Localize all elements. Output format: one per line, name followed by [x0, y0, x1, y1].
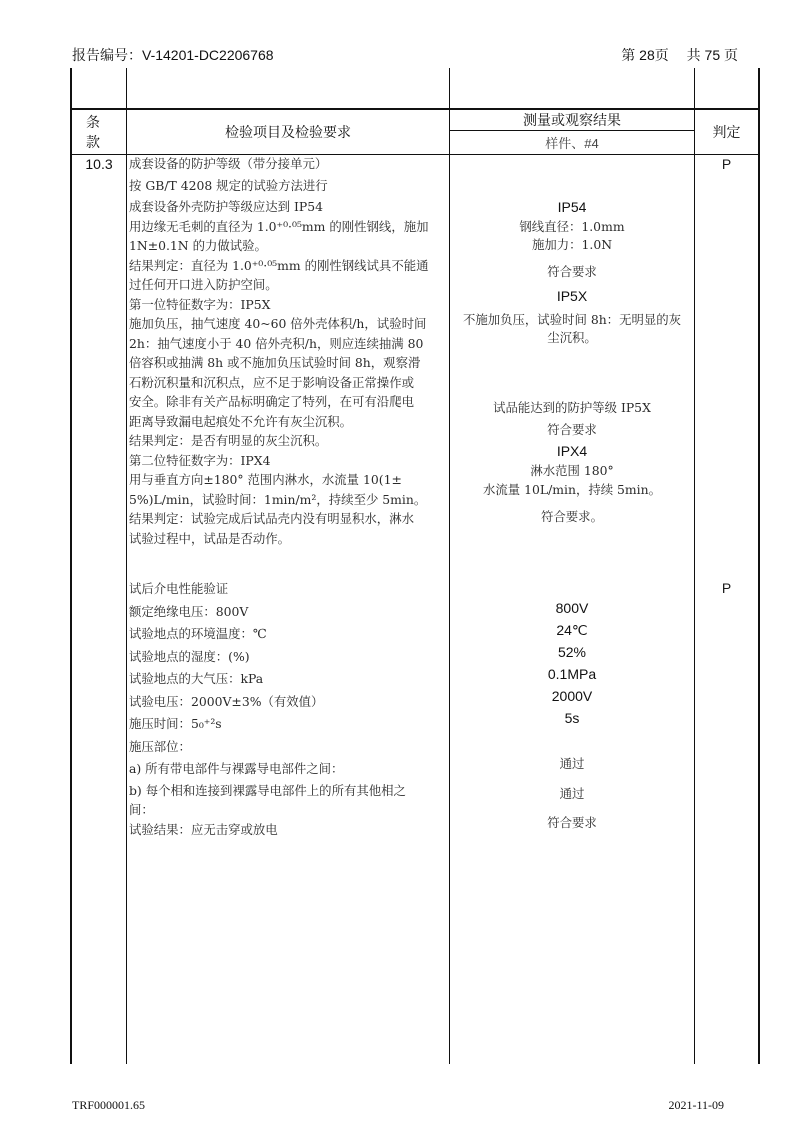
- result-flow: 水流量 10L/min，持续 5min。: [482, 482, 662, 497]
- requirement-line: 过任何开口进入防护空间。: [129, 277, 278, 292]
- page-indicator: [607, 45, 738, 65]
- result-pass-text: 符合要求。: [541, 509, 603, 524]
- result-test-voltage: 2000V: [551, 688, 593, 704]
- requirement-line: 第二位特征数字为：IPX4: [129, 452, 271, 468]
- requirement-line: 倍容积或抽满 8h 或不施加负压试验时间 8h，观察滑: [129, 355, 421, 370]
- requirement-line: 结果判定：是否有明显的灰尘沉积。: [129, 433, 328, 448]
- page-total: 共 75 页: [686, 47, 738, 63]
- result-dust-line: 不施加负压，试验时间 8h：无明显的灰: [462, 312, 682, 327]
- requirement-line: b) 每个相和连接到裸露导电部件上的所有其他相之: [129, 782, 406, 798]
- result-pressure: 0.1MPa: [547, 666, 597, 682]
- requirement-line: 试后介电性能验证: [129, 581, 229, 596]
- result-spray-range: 淋水范围 180°: [530, 463, 614, 478]
- result-pass-a: 通过: [559, 756, 585, 771]
- result-pass-text: 符合要求: [547, 815, 597, 830]
- result-ipx4: IPX4: [556, 443, 588, 459]
- requirement-line: 5%)L/min，试验时间：1min/m²，持续至少 5min。: [129, 491, 427, 507]
- column-header-item: 检验项目及检验要求: [225, 124, 351, 140]
- result-pass-b: 通过: [559, 786, 585, 801]
- result-temperature: 24℃: [556, 622, 588, 638]
- column-header-sample: 样件、#4: [545, 136, 599, 151]
- result-ip54: IP54: [557, 199, 587, 215]
- result-humidity: 52%: [557, 644, 587, 660]
- requirement-line: 试验地点的大气压：kPa: [129, 671, 264, 686]
- result-dust-line: 尘沉积。: [547, 330, 597, 345]
- report-number: 报告编号：V-14201-DC2206768: [72, 47, 274, 63]
- result-ip5x: IP5X: [556, 288, 588, 304]
- requirement-line: 结果判定：直径为 1.0⁺⁰·⁰⁵mm 的刚性钢线试具不能通: [129, 257, 429, 273]
- requirement-line: 安全。除非有关产品标明确定了特列，在可有沿爬电: [129, 394, 414, 409]
- column-header-result: 测量或观察结果: [523, 112, 621, 128]
- requirement-line: 距离导致漏电起痕处不允许有灰尘沉积。: [129, 413, 353, 429]
- table-border-right: [758, 68, 760, 1064]
- requirement-line: a) 所有带电部件与裸露导电部件之间：: [129, 761, 344, 776]
- result-pass-text: 符合要求: [547, 422, 597, 437]
- requirement-line: 施压时间：5₀⁺²s: [129, 716, 222, 731]
- requirement-line: 用与垂直方向±180° 范围内淋水，水流量 10(1±: [129, 472, 402, 487]
- result-wire-diameter: 钢线直径：1.0mm: [519, 219, 625, 234]
- result-ip5x-achieved: 试品能达到的防护等级 IP5X: [493, 400, 651, 415]
- requirement-line: 第一位特征数字为：IP5X: [129, 296, 271, 312]
- requirement-line: 额定绝缘电压：800V: [129, 603, 249, 619]
- result-duration: 5s: [564, 710, 580, 726]
- clause-number: 10.3: [85, 156, 113, 172]
- requirement-line: 成套设备的防护等级（带分接单元）: [129, 156, 328, 171]
- column-divider: [694, 68, 695, 1064]
- requirement-line: 试验地点的环境温度：℃: [129, 626, 267, 641]
- requirements-block-protection: [129, 154, 447, 548]
- requirement-line: 试验过程中，试品是否动作。: [129, 530, 291, 546]
- requirement-line: 施加负压，抽气速度 40~60 倍外壳体积/h，试验时间: [129, 316, 427, 331]
- requirement-line: 1N±0.1N 的力做试验。: [129, 238, 267, 253]
- requirement-line: 试验地点的湿度：(%): [129, 648, 250, 664]
- verdict-dielectric: P: [721, 580, 732, 596]
- column-divider: [126, 68, 127, 1064]
- column-header-clause: 条款: [86, 114, 114, 150]
- requirements-block-dielectric: [129, 578, 447, 841]
- column-header-verdict: 判定: [712, 124, 741, 140]
- requirement-line: 试验电压：2000V±3%（有效值）: [129, 693, 324, 709]
- requirement-line: 成套设备外壳防护等级应达到 IP54: [129, 199, 324, 214]
- requirement-line: 施压部位：: [129, 738, 191, 754]
- table-border-left: [70, 68, 72, 1064]
- result-rated-voltage: 800V: [555, 600, 589, 616]
- requirement-line: 试验结果：应无击穿或放电: [129, 821, 278, 837]
- page-current: 第 28页: [621, 47, 669, 63]
- requirement-line: 石粉沉积量和沉积点，应不足于影响设备正常操作或: [129, 374, 414, 390]
- footer-date: 2021-11-09: [668, 1098, 724, 1112]
- requirement-line: 用边缘无毛刺的直径为 1.0⁺⁰·⁰⁵mm 的刚性钢线，施加: [129, 218, 429, 234]
- result-pass-text: 符合要求: [547, 264, 597, 279]
- requirement-line: 结果判定：试验完成后试品壳内没有明显积水，淋水: [129, 511, 414, 526]
- requirement-line: 按 GB/T 4208 规定的试验方法进行: [129, 177, 328, 193]
- result-force: 施加力：1.0N: [531, 237, 613, 252]
- verdict-protection: P: [721, 156, 732, 172]
- requirement-line: 间：: [129, 801, 154, 817]
- requirement-line: 2h：抽气速度小于 40 倍外壳积/h，则应连续抽满 80: [129, 335, 424, 351]
- form-number: TRF000001.65: [72, 1098, 146, 1112]
